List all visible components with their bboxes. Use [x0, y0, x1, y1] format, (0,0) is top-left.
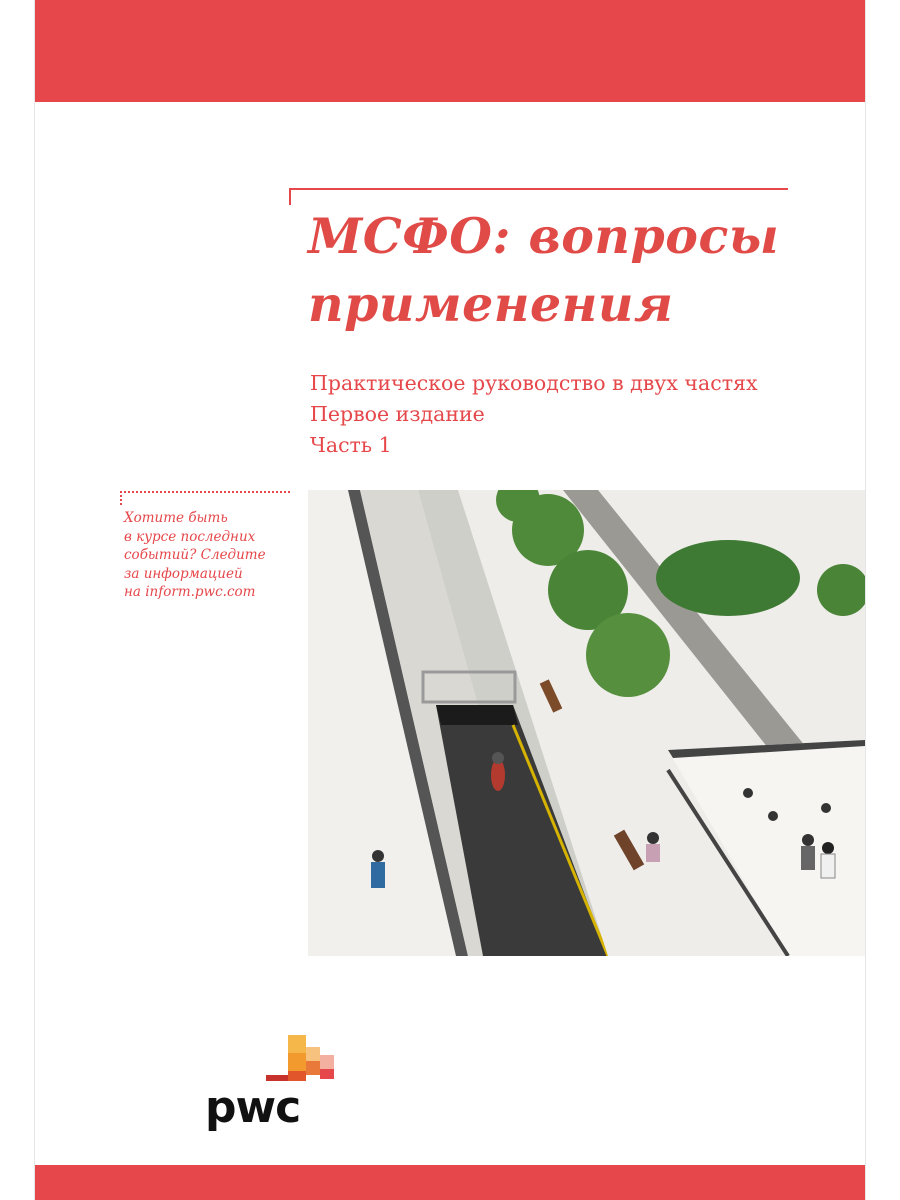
person [647, 832, 659, 844]
drain [821, 803, 831, 813]
note-line: на inform.pwc.com [124, 584, 256, 600]
logo-block [306, 1061, 320, 1075]
note-line: событий? Следите [124, 547, 266, 563]
title-rule-tick [289, 188, 291, 205]
person [802, 834, 814, 846]
tunnel-mouth [436, 705, 518, 725]
side-note [124, 509, 294, 602]
note-line: в курсе последних [124, 528, 256, 545]
person [822, 842, 834, 854]
title-rule [289, 188, 788, 190]
drain [768, 811, 778, 821]
person [372, 850, 384, 862]
title-line-2: применения [308, 275, 674, 333]
part-line: Часть 1 [310, 433, 392, 457]
aerial-plaza-icon [308, 490, 865, 956]
bottom-red-band [35, 1165, 865, 1200]
cover-subtitle [310, 368, 850, 461]
top-red-band [35, 0, 865, 102]
subtitle-line: Практическое руководство в двух частях [310, 371, 758, 395]
drain [743, 788, 753, 798]
note-dotted-rule [120, 491, 290, 493]
tree [586, 613, 670, 697]
logo-block [288, 1035, 306, 1053]
title-line-1: МСФО: вопросы [308, 207, 780, 265]
cover-photo [308, 490, 865, 956]
hedge [656, 540, 800, 616]
edition-line: Первое издание [310, 402, 485, 426]
note-line: за информацией [124, 565, 243, 582]
person-body [821, 854, 835, 878]
person-body [371, 862, 385, 888]
pwc-wordmark: pwc [205, 1082, 301, 1133]
person-body [646, 844, 660, 862]
logo-block [306, 1047, 320, 1061]
logo-block [288, 1053, 306, 1071]
note-dotted-tick [120, 491, 122, 505]
note-line: Хотите быть [124, 510, 228, 526]
person-body [801, 846, 815, 870]
logo-block [320, 1055, 334, 1069]
cover-title [308, 202, 848, 338]
logo-block [320, 1069, 334, 1079]
rider [492, 752, 504, 764]
